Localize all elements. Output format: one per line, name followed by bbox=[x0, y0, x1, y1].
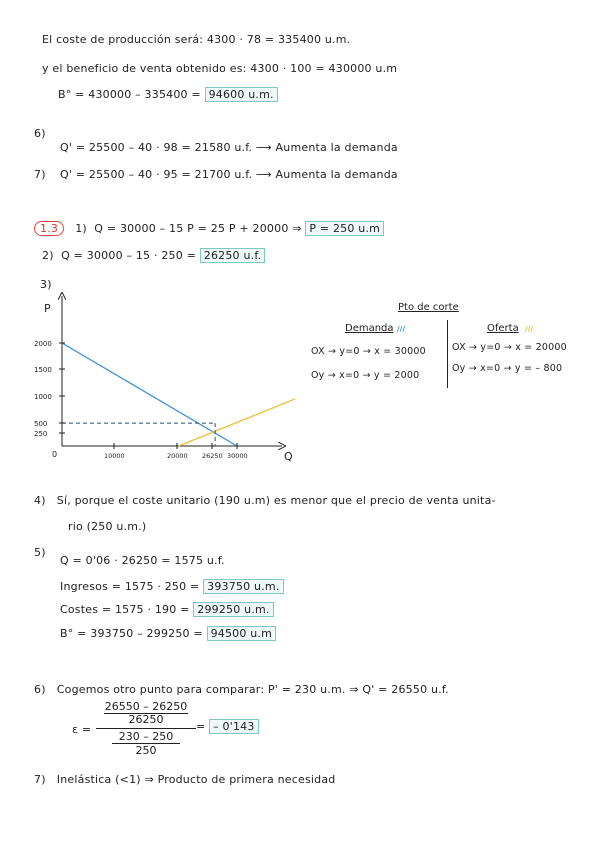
main-fraction-line bbox=[96, 728, 196, 729]
q4-line2: rio (250 u.m.) bbox=[68, 520, 147, 533]
y-tick-label: 2000 bbox=[34, 340, 52, 348]
ingresos-formula: Ingresos = 1575 · 250 = bbox=[60, 580, 200, 593]
cut-table-title: Pto de corte bbox=[398, 302, 459, 313]
elasticity-result-box: – 0'143 bbox=[209, 719, 258, 734]
origin-label: 0 bbox=[52, 450, 58, 459]
y-tick-label: 1000 bbox=[34, 393, 52, 401]
oferta-row-oy: Oy → x=0 → y = – 800 bbox=[452, 363, 563, 374]
q5-number: 5) bbox=[34, 546, 46, 559]
costes-result-box: 299250 u.m. bbox=[193, 602, 273, 617]
epsilon-label: ε = bbox=[72, 723, 92, 736]
item1-number: 1) bbox=[75, 222, 87, 235]
oferta-row-ox: OX → y=0 → x = 20000 bbox=[452, 342, 567, 353]
benefit-formula: B° = 430000 – 335400 = bbox=[58, 88, 201, 101]
q4-text-1: Sí, porque el coste unitario (190 u.m) es menor que el precio de venta unita- bbox=[56, 494, 496, 507]
q6b-line bbox=[34, 683, 449, 696]
q5-benefit-formula: B° = 393750 – 299250 = bbox=[60, 627, 203, 640]
demanda-header-label: Demanda bbox=[345, 323, 394, 334]
oferta-header bbox=[487, 323, 519, 334]
table-separator bbox=[447, 320, 448, 388]
elasticity-numerator-bottom: 26250 bbox=[128, 713, 164, 726]
production-cost-line: El coste de producción será: 4300 · 78 = 335400 u.m. bbox=[42, 33, 351, 46]
q6-number: 6) bbox=[34, 127, 46, 140]
y-tick-label: 500 bbox=[34, 420, 48, 428]
q5-ingresos-line bbox=[60, 580, 284, 593]
item1-equation: Q = 30000 – 15 P = 25 P + 20000 ⇒ bbox=[94, 222, 302, 235]
elasticity-numerator-top: 26550 – 26250 bbox=[104, 700, 188, 713]
demanda-highlight-mark: /// bbox=[397, 325, 406, 333]
q6b-text: Cogemos otro punto para comparar: P' = 230 u.m. ⇒ Q' = 26550 u.f. bbox=[56, 683, 449, 696]
item3-number: 3) bbox=[40, 278, 52, 291]
elasticity-denominator-top: 230 – 250 bbox=[118, 730, 174, 743]
y-tick-label: 1500 bbox=[34, 366, 52, 374]
q7-number: 7) bbox=[34, 168, 46, 181]
q5-quantity: Q = 0'06 · 26250 = 1575 u.f. bbox=[60, 554, 225, 567]
demanda-row-oy: Oy → x=0 → y = 2000 bbox=[311, 370, 420, 381]
q7b-number: 7) bbox=[34, 773, 46, 786]
oferta-highlight-mark: /// bbox=[525, 325, 534, 333]
item2-equation: Q = 30000 – 15 · 250 = bbox=[61, 249, 197, 262]
q6b-number: 6) bbox=[34, 683, 46, 696]
item1-result-box: P = 250 u.m bbox=[305, 221, 384, 236]
q6-answer: Q' = 25500 – 40 · 98 = 21580 u.f. ⟶ Aumenta la demanda bbox=[60, 141, 398, 154]
demanda-row-ox: OX → y=0 → x = 30000 bbox=[311, 346, 426, 357]
x-tick-label: 26250 bbox=[202, 452, 223, 460]
q7b-text: Inelástica (<1) ⇒ Producto de primera necesidad bbox=[56, 773, 336, 786]
exercise-1-3-label: 1.3 bbox=[34, 221, 64, 236]
y-tick-label: 250 bbox=[34, 430, 48, 438]
x-axis-label: Q bbox=[284, 450, 293, 463]
q5-costes-line bbox=[60, 603, 274, 616]
q5-benefit-line bbox=[60, 627, 276, 640]
oferta-header-label: Oferta bbox=[487, 323, 519, 334]
costes-formula: Costes = 1575 · 190 = bbox=[60, 603, 190, 616]
elasticity-result: = – 0'143 bbox=[196, 720, 259, 733]
q4-number: 4) bbox=[34, 494, 46, 507]
q7b-line bbox=[34, 773, 335, 786]
q7-answer: Q' = 25500 – 40 · 95 = 21700 u.f. ⟶ Aumenta la demanda bbox=[60, 168, 398, 181]
item2-result-box: 26250 u.f. bbox=[200, 248, 266, 263]
demand-line bbox=[62, 343, 237, 446]
x-tick-label: 30000 bbox=[227, 452, 248, 460]
benefit-result-box: 94600 u.m. bbox=[205, 87, 278, 102]
x-tick-label: 20000 bbox=[167, 452, 188, 460]
x-tick-label: 10000 bbox=[104, 452, 125, 460]
q5-benefit-result-box: 94500 u.m bbox=[207, 626, 276, 641]
q4-line1 bbox=[34, 494, 496, 507]
y-axis-label: P bbox=[44, 302, 51, 315]
sales-benefit-line: y el beneficio de venta obtenido es: 4300 · 100 = 430000 u.m bbox=[42, 62, 398, 75]
demanda-header bbox=[345, 323, 394, 334]
elasticity-denominator-bottom: 250 bbox=[135, 744, 157, 757]
item2-number: 2) bbox=[42, 249, 54, 262]
ingresos-result-box: 393750 u.m. bbox=[203, 579, 283, 594]
